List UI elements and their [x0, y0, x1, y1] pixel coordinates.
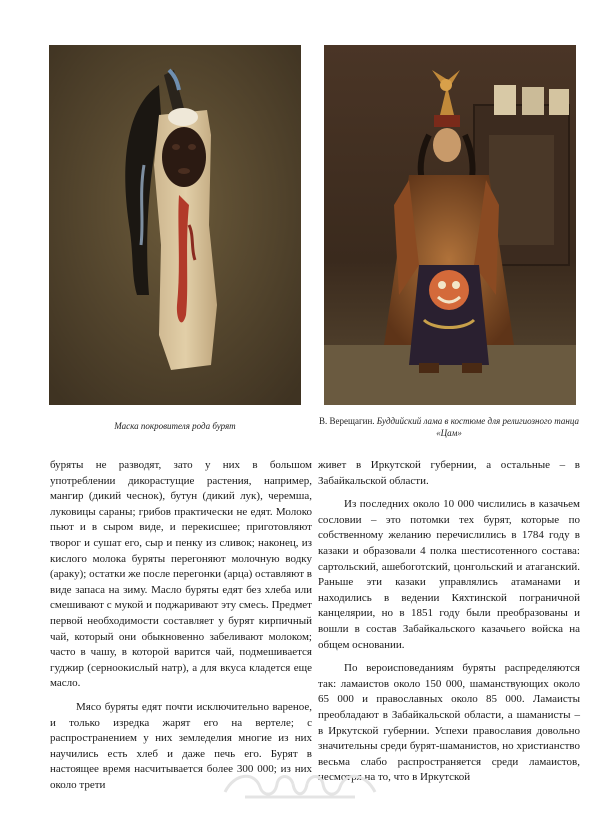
caption-right-title: Буддийский лама в костюме для религиозного танца «Цам» — [376, 416, 579, 438]
column-right — [318, 458, 580, 794]
caption-right — [318, 415, 580, 439]
paragraph: живет в Иркутской губернии, а остальные – в Забайкальской области. — [318, 459, 580, 487]
paragraph: буряты не разводят, зато у них в большом употреблении дикорастущие растения, например, мангир (дикий чеснок), бутун (дикий лук), черемша, луковицы сараны; грибов практически не едят. Молоко пьют и в сыром виде, и перекисшее; приготовляют творог и сушат его, сыр и пенку из сливок; наконец, из кислого молока буряты перегоняют молочную водку (араку); остатки же после перегонки (арца) оставляют в виде запаса на зиму. Масло буряты едят без хлеба или смешивают с мукой и поджаривают эту смесь. Предмет первой необходимости составляет у бурят кирпичный чай, который они обыкновенно забеливают молоком; часто в чашу, в которой варится чай, подмешивается гуджир (серноокислый натр), а для вкуса кладется еще масло. — [50, 459, 312, 690]
caption-right-author: В. Верещагин. — [319, 416, 375, 426]
paragraph: Из последних около 10 000 числились в казачьем сословии – это потомки тех бурят, которые по собственному желанию перечислились в 1784 году в казаки и образовали 4 полка шестисотенного состава: сартольский, ашебоготский, цонгольский и атаганский. Раньше эти казаки управлялись атаманами и находились в ведении Кяхтинской пограничной канцелярии, но в 1851 году были преобразованы и вошли в состав Забайкальского казачьего войска на общем основании. — [318, 498, 580, 651]
mask-photo — [49, 45, 301, 405]
ornament-icon — [215, 762, 385, 802]
caption-left: Маска покровителя рода бурят — [114, 421, 236, 431]
column-left — [50, 458, 312, 801]
paragraph: Мясо буряты едят почти исключительно вареное, и только изредка жарят его на вертеле; с распространением у них земледелия многие из них научились есть хлеб и даже печь его. Бурят в настоящее время насчитывается более 300 000; из них около трети — [50, 700, 312, 791]
lama-painting — [324, 45, 576, 405]
paragraph: По вероисповеданиям буряты распределяются так: ламаистов около 150 000, шаманствующих около 65 000 и православных около 85 000. Ламаисты преобладают в Забайкальской области, а шаманисты – в Иркутской губернии. Успехи православия довольно значительны среди бурят-шаманистов, но христианство весьма слабо распространяется среди ламаистов, несмотря на то, что в Иркутской — [318, 662, 580, 784]
